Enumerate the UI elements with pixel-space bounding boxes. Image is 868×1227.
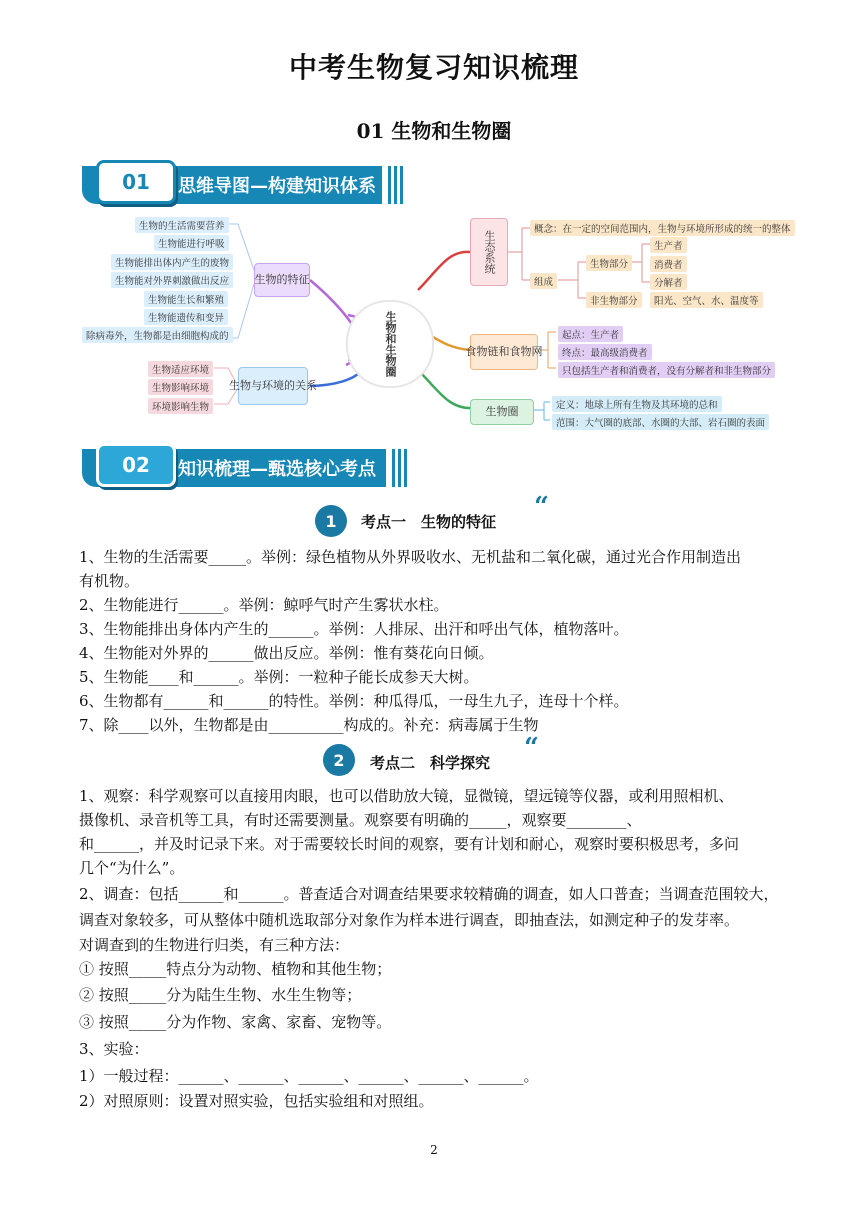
section-number-badge: 01 [96, 160, 176, 204]
section-banner-text: 思维导图—构建知识体系 [178, 176, 376, 197]
quote-icon: “ [534, 492, 549, 522]
bio-part: 生物部分 [586, 255, 632, 271]
ecosystem-concept: 概念：在一定的空间范围内，生物与环境所形成的统一的整体 [530, 220, 795, 236]
node-foodchain: 食物链和食物网 [470, 334, 538, 370]
topic-heading: 考点一 生物的特征 [361, 513, 497, 531]
bio-item: 分解者 [650, 274, 687, 290]
node-relations: 生物与环境的关系 [238, 367, 308, 405]
nonbio-part: 非生物部分 [586, 292, 642, 308]
bio-item: 生产者 [650, 237, 687, 253]
text-line: 2、调查：包括______和______。普查适合对调查结果要求较精确的调查，如人口普查；当调查范围较大， [79, 885, 779, 903]
text-line: 3、生物能排出身体内产生的______。举例：人排尿、出汗和呼出气体，植物落叶。 [79, 620, 629, 638]
text-line: 3、实验： [79, 1040, 149, 1058]
mind-map-center: 生物和生物圈 [346, 300, 434, 388]
section-banner-text: 知识梳理—甄选核心考点 [178, 459, 376, 480]
mind-map [78, 210, 790, 440]
text-line: 5、生物能____和______。举例：一粒种子能长成参天大树。 [79, 668, 479, 686]
text-line: 1、生物的生活需要_____。举例：绿色植物从外界吸收水、无机盐和二氧化碳，通过光合作用制造出 [79, 548, 742, 566]
section-number-badge: 02 [96, 443, 176, 487]
biosphere-item: 定义：地球上所有生物及其环境的总和 [552, 396, 722, 412]
feature-item: 生物能进行呼吸 [154, 235, 229, 251]
foodchain-item: 终点：最高级消费者 [558, 344, 652, 360]
text-line: 2）对照原则：设置对照实验，包括实验组和对照组。 [79, 1092, 434, 1110]
page-title: 中考生物复习知识梳理 [288, 51, 579, 84]
text-line: 对调查到的生物进行归类，有三种方法： [79, 936, 350, 954]
connector-biosphere [418, 370, 470, 408]
biosphere-item: 范围：大气圈的底部、水圈的大部、岩石圈的表面 [552, 414, 769, 430]
text-line: 摄像机、录音机等工具，有时还需要测量。观察要有明确的_____，观察要________、 [79, 811, 642, 829]
feature-item: 生物能生长和繁殖 [144, 291, 228, 307]
text-line: ① 按照_____特点分为动物、植物和其他生物； [79, 960, 392, 978]
node-ecosystem: 生态系统 [470, 218, 508, 286]
text-line: 几个“为什么”。 [79, 859, 185, 877]
text-line: 4、生物能对外界的______做出反应。举例：惟有葵花向日倾。 [79, 644, 494, 662]
node-features: 生物的特征 [254, 263, 310, 297]
text-line: 2、生物能进行______。举例：鲸呼气时产生雾状水柱。 [79, 596, 449, 614]
topic-number: 1 [315, 505, 347, 537]
feature-item: 生物能遗传和变异 [144, 309, 228, 325]
ecosystem-composition: 组成 [530, 273, 557, 289]
relation-item: 生物适应环境 [148, 361, 213, 377]
section-banner-2 [82, 443, 418, 487]
connector-ecosystem [418, 252, 470, 290]
text-line: 1）一般过程：______、______、______、______、______、______。 [79, 1067, 539, 1085]
page-number: 2 [430, 1143, 438, 1157]
text-line: 和______，并及时记录下来。对于需要较长时间的观察，要有计划和耐心，观察时要积极思考，多问 [79, 835, 740, 853]
text-line: 调查对象较多，可从整体中随机选取部分对象作为样本进行调查，即抽查法，如测定种子的发芽率。 [79, 911, 740, 929]
text-line: 7、除____以外，生物都是由__________构成的。补充：病毒属于生物 [79, 716, 539, 734]
chapter-subtitle: 01 生物和生物圈 [356, 119, 512, 143]
nonbio-items: 阳光、空气、水、温度等 [650, 292, 763, 308]
text-line: ③ 按照_____分为作物、家禽、家畜、宠物等。 [79, 1013, 392, 1031]
text-line: 6、生物都有______和______的特性。举例：种瓜得瓜，一母生九子，连母十个样。 [79, 692, 629, 710]
foodchain-item: 只包括生产者和消费者，没有分解者和非生物部分 [558, 362, 775, 378]
node-biosphere: 生物圈 [470, 399, 534, 425]
relation-item: 生物影响环境 [148, 379, 213, 395]
bio-item: 消费者 [650, 256, 687, 272]
text-line: ② 按照_____分为陆生生物、水生生物等； [79, 986, 362, 1004]
topic-heading: 考点二 科学探究 [370, 754, 491, 772]
feature-item: 生物的生活需要营养 [135, 217, 229, 233]
feature-item: 除病毒外，生物都是由细胞构成的 [82, 327, 233, 343]
foodchain-item: 起点：生产者 [558, 326, 623, 342]
topic-number: 2 [323, 744, 355, 776]
section-banner-1 [82, 160, 414, 204]
text-line: 1、观察：科学观察可以直接用肉眼，也可以借助放大镜，显微镜，望远镜等仪器，或利用照相机、 [79, 787, 734, 805]
quote-icon: “ [524, 733, 539, 763]
relation-item: 环境影响生物 [148, 398, 213, 414]
text-line: 有机物。 [79, 572, 140, 590]
feature-item: 生物能对外界刺激做出反应 [111, 272, 233, 288]
feature-item: 生物能排出体内产生的废物 [111, 254, 233, 270]
